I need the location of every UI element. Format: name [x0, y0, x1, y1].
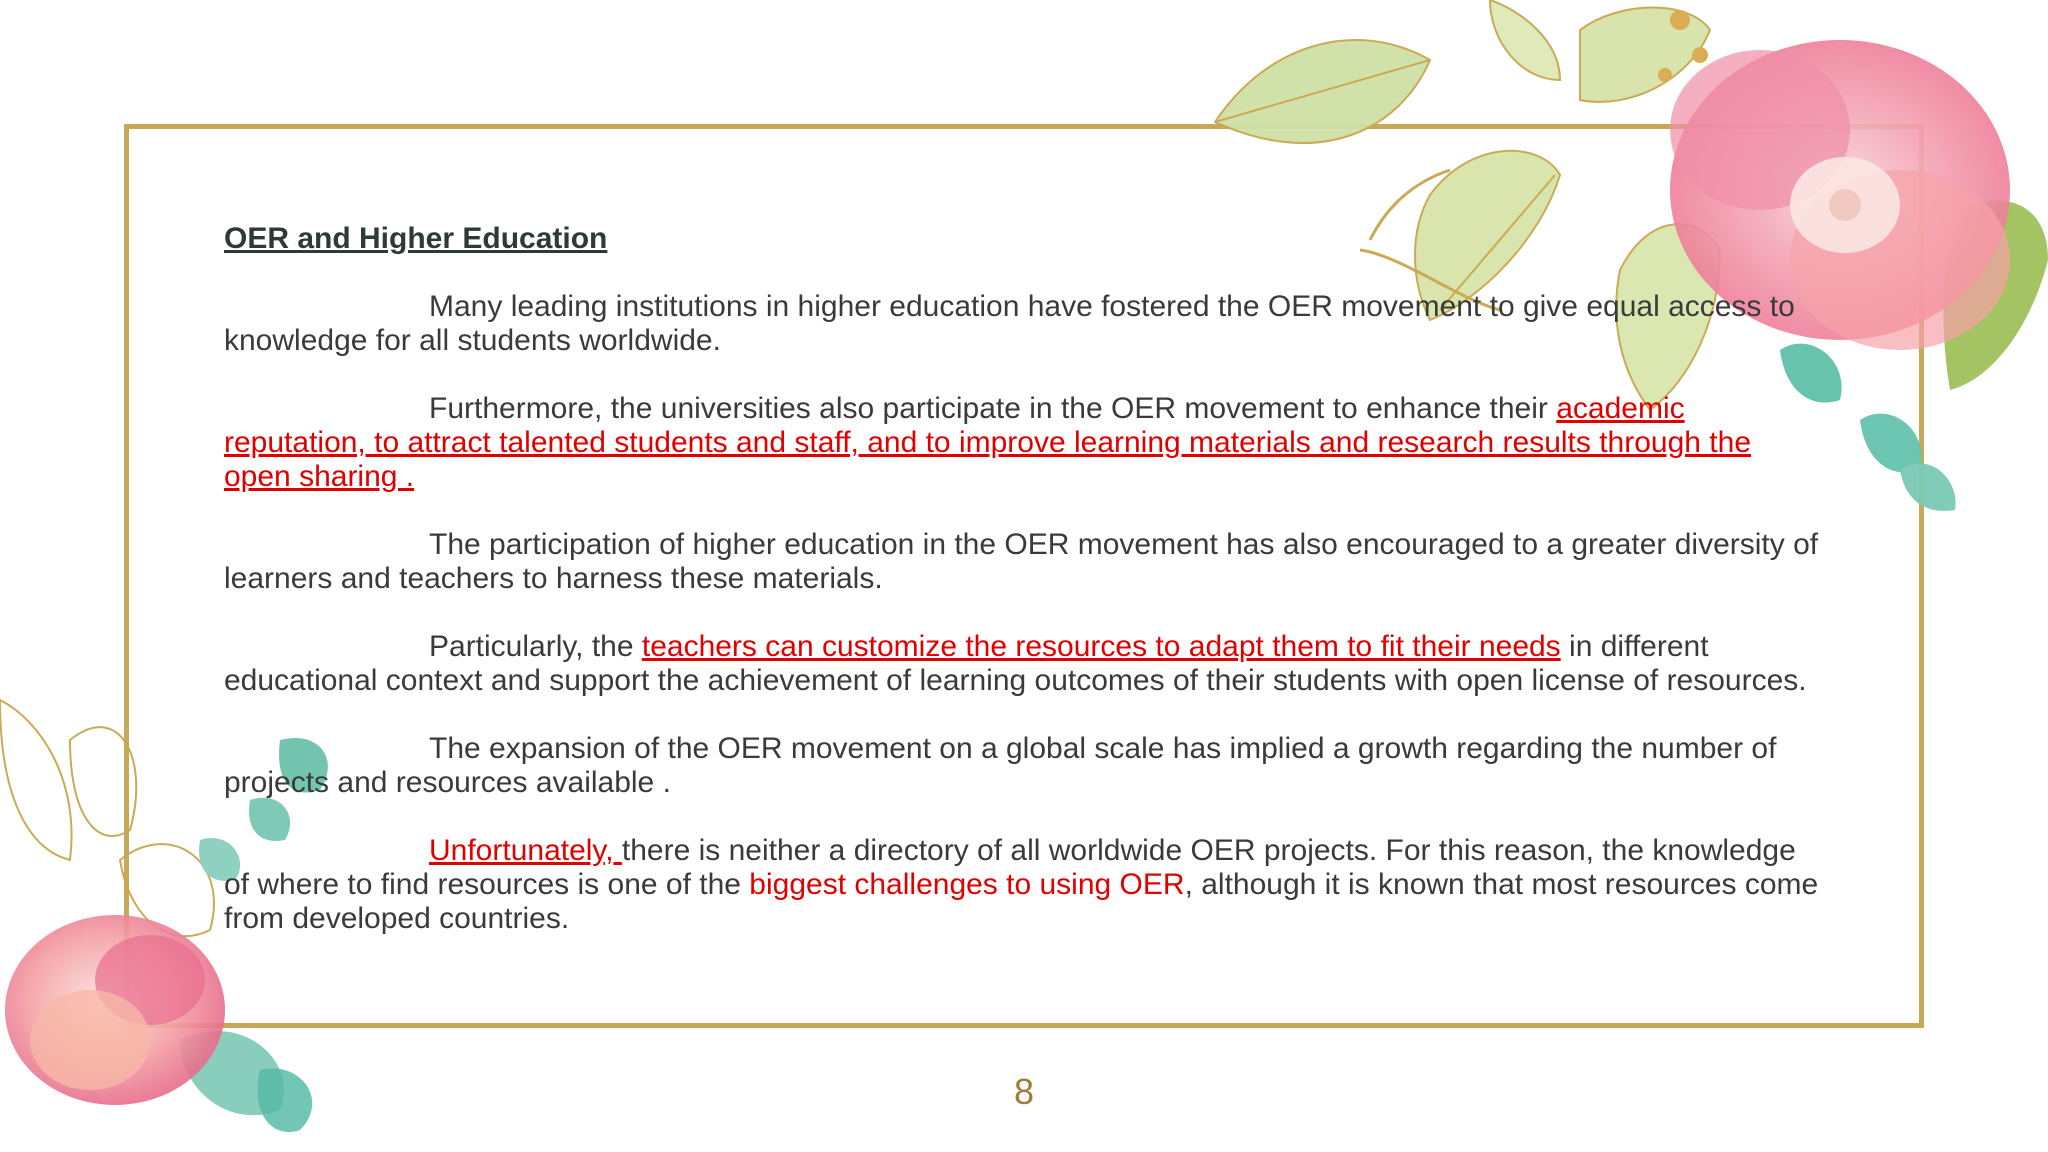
paragraph-expansion — [224, 732, 1824, 800]
highlighted-text: teachers can customize the resources to adapt them to fit their needs — [641, 630, 1561, 663]
paragraph-text: The expansion of the OER movement on a global scale has implied a growth regarding the number of projects and resources available . — [224, 732, 1777, 799]
highlighted-text: biggest challenges to using OER — [749, 868, 1185, 901]
slide-content — [224, 222, 1824, 970]
paragraph-text: Particularly, the — [429, 630, 642, 663]
paragraph-text: , although it is known that most resources come from developed countries. — [224, 868, 1819, 935]
page-number: 8 — [1013, 1071, 1035, 1112]
slide-title: OER and Higher Education — [224, 222, 608, 255]
highlighted-text: academic reputation, to attract talented students and staff, and to improve learning materials and research results through the open sharing . — [224, 392, 1752, 493]
paragraph-text: in different educational context and support the achievement of learning outcomes of their students with open license of resources. — [224, 630, 1807, 697]
paragraph-text: The participation of higher education in the OER movement has also encouraged to a greater diversity of learners and teachers to harness these materials. — [224, 528, 1819, 595]
paragraph-teachers — [224, 630, 1824, 698]
paragraph-text: Many leading institutions in higher education have fostered the OER movement to give equal access to knowledge for all students worldwide. — [224, 290, 1795, 357]
paragraph-challenges — [224, 834, 1824, 936]
paragraph-diversity — [224, 528, 1824, 596]
paragraph-institutions — [224, 290, 1824, 358]
paragraph-reputation — [224, 392, 1824, 494]
highlighted-text: Unfortunately, — [429, 834, 622, 867]
paragraph-text: there is neither a directory of all worldwide OER projects. For this reason, the knowledge of where to find resources is one of the — [224, 834, 1796, 901]
paragraph-text: Furthermore, the universities also participate in the OER movement to enhance their — [429, 392, 1557, 425]
